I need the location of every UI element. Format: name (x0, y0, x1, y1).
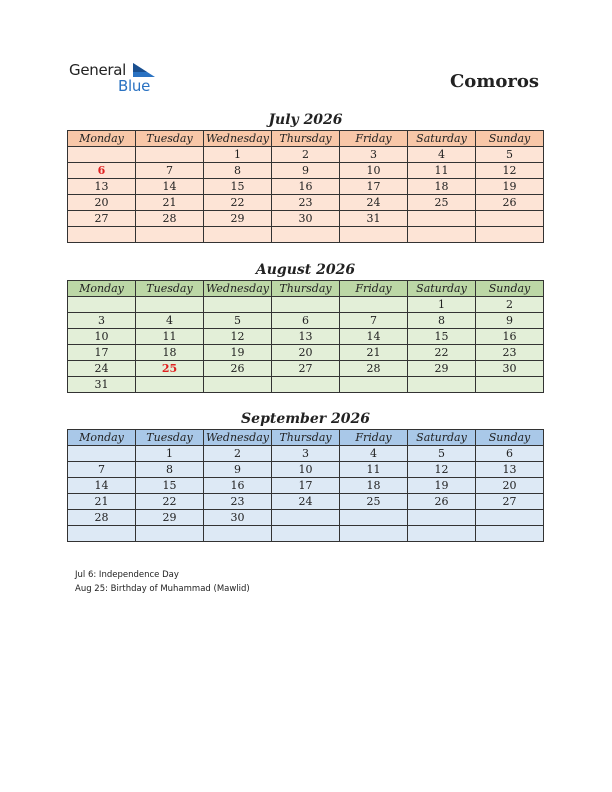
day-cell: 22 (136, 494, 204, 510)
day-cell (340, 297, 408, 313)
day-cell: 24 (68, 361, 136, 377)
day-cell: 24 (340, 195, 408, 211)
day-cell: 14 (340, 329, 408, 345)
day-cell: 27 (68, 211, 136, 227)
day-cell (136, 377, 204, 393)
day-cell (340, 510, 408, 526)
day-cell: 30 (476, 361, 544, 377)
week-row (68, 211, 544, 227)
weekday-header: Tuesday (136, 281, 204, 297)
month-title: September 2026 (241, 411, 370, 427)
calendar-august (67, 261, 544, 393)
weekday-header: Friday (340, 281, 408, 297)
day-cell: 4 (340, 446, 408, 462)
day-cell: 10 (272, 462, 340, 478)
holiday-note: Aug 25: Birthday of Muhammad (Mawlid) (75, 584, 250, 594)
day-cell (340, 377, 408, 393)
day-cell (272, 377, 340, 393)
weekday-header: Sunday (476, 281, 544, 297)
week-row (68, 179, 544, 195)
day-cell (204, 377, 272, 393)
day-cell (68, 297, 136, 313)
day-cell: 5 (476, 147, 544, 163)
logo (69, 61, 169, 95)
day-cell: 7 (340, 313, 408, 329)
weekday-header: Saturday (408, 430, 476, 446)
day-cell (68, 227, 136, 243)
day-cell (408, 526, 476, 542)
weekday-header: Sunday (476, 430, 544, 446)
day-cell: 11 (136, 329, 204, 345)
day-cell (272, 227, 340, 243)
day-cell (340, 227, 408, 243)
country-title: Comoros (449, 71, 539, 92)
week-row (68, 163, 544, 179)
week-row (68, 462, 544, 478)
weekday-header: Monday (68, 281, 136, 297)
month-title: August 2026 (255, 262, 356, 278)
weekday-header: Thursday (272, 281, 340, 297)
day-cell: 31 (340, 211, 408, 227)
weekday-header: Friday (340, 131, 408, 147)
day-cell (272, 526, 340, 542)
day-cell: 26 (476, 195, 544, 211)
week-row (68, 195, 544, 211)
day-cell (272, 297, 340, 313)
day-cell: 22 (204, 195, 272, 211)
day-cell: 27 (476, 494, 544, 510)
weekday-header: Tuesday (136, 131, 204, 147)
day-cell (272, 510, 340, 526)
day-cell (68, 147, 136, 163)
weekday-header: Wednesday (204, 430, 272, 446)
day-cell: 16 (476, 329, 544, 345)
day-cell: 16 (272, 179, 340, 195)
day-cell: 18 (408, 179, 476, 195)
day-cell: 25 (408, 195, 476, 211)
weekday-header: Monday (68, 131, 136, 147)
day-cell: 17 (272, 478, 340, 494)
day-cell: 15 (408, 329, 476, 345)
day-cell: 12 (476, 163, 544, 179)
day-cell: 2 (476, 297, 544, 313)
day-cell: 10 (68, 329, 136, 345)
day-cell: 10 (340, 163, 408, 179)
day-cell: 21 (340, 345, 408, 361)
week-row (68, 147, 544, 163)
week-row (68, 345, 544, 361)
day-cell: 7 (68, 462, 136, 478)
day-cell (408, 227, 476, 243)
day-cell: 24 (272, 494, 340, 510)
weekday-header: Tuesday (136, 430, 204, 446)
week-row (68, 329, 544, 345)
week-row (68, 478, 544, 494)
day-cell: 3 (340, 147, 408, 163)
day-cell (340, 526, 408, 542)
day-cell (136, 227, 204, 243)
day-cell (204, 297, 272, 313)
day-cell: 19 (408, 478, 476, 494)
day-cell: 1 (408, 297, 476, 313)
calendar-september (67, 410, 544, 542)
day-cell: 16 (204, 478, 272, 494)
day-cell: 11 (408, 163, 476, 179)
day-cell: 18 (136, 345, 204, 361)
day-cell: 6 (68, 163, 136, 179)
day-cell (136, 526, 204, 542)
day-cell (204, 526, 272, 542)
day-cell (476, 377, 544, 393)
day-cell: 5 (408, 446, 476, 462)
weekday-header: Sunday (476, 131, 544, 147)
day-cell: 28 (68, 510, 136, 526)
week-row (68, 313, 544, 329)
calendar-table (67, 280, 544, 393)
day-cell (68, 446, 136, 462)
day-cell (476, 227, 544, 243)
day-cell (408, 211, 476, 227)
day-cell: 30 (204, 510, 272, 526)
week-row (68, 526, 544, 542)
day-cell: 1 (136, 446, 204, 462)
day-cell: 14 (68, 478, 136, 494)
week-row (68, 446, 544, 462)
day-cell: 19 (476, 179, 544, 195)
calendar-july (67, 111, 544, 243)
week-row (68, 377, 544, 393)
day-cell: 9 (204, 462, 272, 478)
day-cell (476, 211, 544, 227)
day-cell: 17 (68, 345, 136, 361)
day-cell: 29 (408, 361, 476, 377)
day-cell: 26 (408, 494, 476, 510)
day-cell (136, 147, 204, 163)
week-row (68, 361, 544, 377)
logo-blue-text: Blue (118, 77, 150, 95)
day-cell (408, 510, 476, 526)
day-cell: 23 (476, 345, 544, 361)
day-cell: 4 (136, 313, 204, 329)
day-cell (204, 227, 272, 243)
day-cell: 23 (272, 195, 340, 211)
day-cell: 8 (408, 313, 476, 329)
weekday-header: Thursday (272, 430, 340, 446)
week-row (68, 227, 544, 243)
weekday-header: Saturday (408, 281, 476, 297)
day-cell: 11 (340, 462, 408, 478)
day-cell: 8 (204, 163, 272, 179)
weekday-header: Wednesday (204, 131, 272, 147)
day-cell: 25 (340, 494, 408, 510)
day-cell: 13 (272, 329, 340, 345)
day-cell (476, 526, 544, 542)
holiday-notes (75, 568, 250, 596)
day-cell: 31 (68, 377, 136, 393)
day-cell: 4 (408, 147, 476, 163)
day-cell: 12 (204, 329, 272, 345)
weekday-header: Thursday (272, 131, 340, 147)
weekday-header: Saturday (408, 131, 476, 147)
day-cell: 19 (204, 345, 272, 361)
calendar-table (67, 429, 544, 542)
day-cell: 21 (136, 195, 204, 211)
day-cell: 7 (136, 163, 204, 179)
day-cell: 15 (136, 478, 204, 494)
day-cell (476, 510, 544, 526)
week-row (68, 510, 544, 526)
day-cell: 17 (340, 179, 408, 195)
weekday-header: Monday (68, 430, 136, 446)
day-cell: 29 (204, 211, 272, 227)
day-cell: 28 (340, 361, 408, 377)
day-cell: 30 (272, 211, 340, 227)
week-row (68, 297, 544, 313)
day-cell: 3 (68, 313, 136, 329)
day-cell: 22 (408, 345, 476, 361)
day-cell: 6 (272, 313, 340, 329)
day-cell: 12 (408, 462, 476, 478)
day-cell: 2 (272, 147, 340, 163)
day-cell: 3 (272, 446, 340, 462)
day-cell: 5 (204, 313, 272, 329)
day-cell: 18 (340, 478, 408, 494)
day-cell: 1 (204, 147, 272, 163)
weekday-header: Friday (340, 430, 408, 446)
day-cell (68, 526, 136, 542)
logo-general-text: General (69, 61, 127, 79)
day-cell: 23 (204, 494, 272, 510)
day-cell: 20 (68, 195, 136, 211)
day-cell: 9 (272, 163, 340, 179)
day-cell: 29 (136, 510, 204, 526)
day-cell: 13 (68, 179, 136, 195)
day-cell: 25 (136, 361, 204, 377)
day-cell: 6 (476, 446, 544, 462)
day-cell: 9 (476, 313, 544, 329)
day-cell: 14 (136, 179, 204, 195)
day-cell: 20 (476, 478, 544, 494)
day-cell: 8 (136, 462, 204, 478)
day-cell (408, 377, 476, 393)
day-cell: 13 (476, 462, 544, 478)
day-cell: 15 (204, 179, 272, 195)
day-cell: 28 (136, 211, 204, 227)
day-cell: 27 (272, 361, 340, 377)
day-cell: 21 (68, 494, 136, 510)
day-cell: 26 (204, 361, 272, 377)
weekday-header: Wednesday (204, 281, 272, 297)
calendar-table (67, 130, 544, 243)
holiday-note: Jul 6: Independence Day (75, 570, 179, 580)
week-row (68, 494, 544, 510)
day-cell: 2 (204, 446, 272, 462)
logo-flag-icon (133, 63, 155, 77)
month-title: July 2026 (268, 112, 343, 128)
day-cell: 20 (272, 345, 340, 361)
day-cell (136, 297, 204, 313)
